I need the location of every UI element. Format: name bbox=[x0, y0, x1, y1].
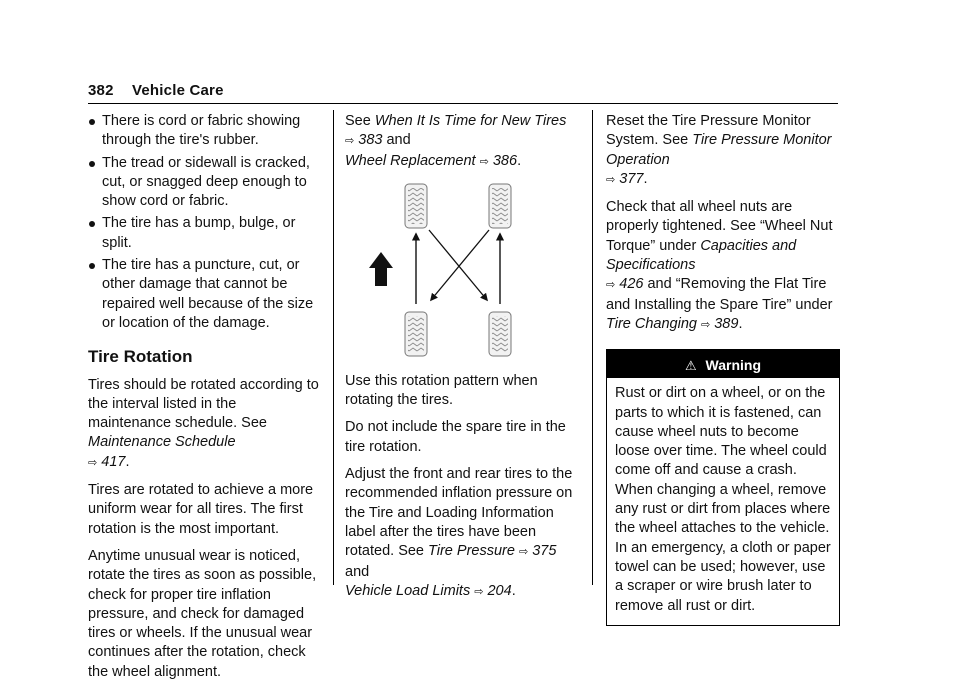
rotation-arrow-cross-1 bbox=[429, 230, 487, 300]
column-divider-1 bbox=[333, 110, 334, 585]
warning-text: Rust or dirt on a wheel, or on the parts to which it is fastened, can cause wheel nuts to become loose over time. The wheel could come off and cause a crash. When changing a wheel, remove any rust or dirt from places where the wheel attaches to the vehicle. In an emergency, a cloth or paper towel can be used; however, use a scraper or wire brush later to remove all rust or dirt. bbox=[615, 385, 831, 614]
tire-front-left-icon bbox=[405, 184, 427, 228]
paragraph: Reset the Tire Pressure Monitor System. See Tire Pressure Monitor Operation ⇨ 377. bbox=[606, 113, 832, 187]
section-title: Tire Rotation bbox=[88, 347, 193, 367]
warning-icon: ⚠ bbox=[684, 358, 697, 374]
page-ref-arrow-icon: ⇨ bbox=[700, 318, 711, 331]
warning-box bbox=[606, 349, 840, 626]
bullet-item: The tire has a bump, bulge, or split. bbox=[88, 214, 322, 253]
link-tire-pressure[interactable]: Tire Pressure bbox=[428, 543, 515, 560]
bullet-item: The tire has a puncture, cut, or other damage that cannot be repaired well because of the size or location of the damage. bbox=[88, 256, 322, 333]
page-ref[interactable]: 386 bbox=[492, 152, 518, 169]
column-1 bbox=[88, 112, 322, 690]
page-ref-arrow-icon: ⇨ bbox=[606, 173, 616, 186]
page-ref[interactable]: 426 bbox=[619, 276, 644, 293]
page-ref-arrow-icon: ⇨ bbox=[606, 279, 616, 292]
paragraph: Adjust the front and rear tires to the recommended inflation pressure on the Tire and Loading Information label after the tires have been rotated. See Tire Pressure ⇨ 375 and Vehicle Load Limits ⇨ 204. bbox=[345, 466, 573, 599]
tire-rear-right-icon bbox=[489, 312, 511, 356]
page-ref-arrow-icon: ⇨ bbox=[345, 135, 355, 148]
link-tire-changing[interactable]: Tire Changing bbox=[606, 315, 697, 332]
page-ref[interactable]: 375 bbox=[532, 543, 557, 560]
tire-rotation-diagram bbox=[353, 182, 553, 358]
rotation-arrow-cross-2 bbox=[431, 230, 489, 300]
header-rule bbox=[88, 103, 838, 104]
link-vehicle-load-limits[interactable]: Vehicle Load Limits bbox=[345, 582, 471, 599]
vehicle-front-direction-arrow-icon bbox=[369, 252, 393, 286]
page-header bbox=[88, 82, 838, 102]
page-ref[interactable]: 417 bbox=[101, 453, 126, 470]
bullet-item: There is cord or fabric showing through the tire's rubber. bbox=[88, 112, 322, 151]
page-ref[interactable]: 389 bbox=[714, 315, 739, 332]
page-ref[interactable]: 383 bbox=[358, 132, 383, 149]
column-2 bbox=[345, 112, 578, 610]
page-ref-arrow-icon: ⇨ bbox=[518, 546, 529, 559]
link-tpms-operation[interactable]: Tire Pressure Monitor Operation bbox=[606, 132, 832, 168]
paragraph: Use this rotation pattern when rotating the tires. bbox=[345, 372, 538, 409]
page-number: 382 bbox=[88, 82, 114, 99]
page-ref-arrow-icon: ⇨ bbox=[88, 456, 98, 469]
paragraph: Tires should be rotated according to the interval listed in the maintenance schedule. See Maintenance Schedule ⇨ 417. bbox=[88, 376, 319, 470]
page-ref-arrow-icon: ⇨ bbox=[474, 585, 484, 598]
paragraph: Check that all wheel nuts are properly tightened. See “Wheel Nut Torque” under Capacities and Specifications ⇨ 426 and “Removing the Flat Tire and Installing the Spare Tire” under Tire Changing ⇨ 389. bbox=[606, 199, 833, 332]
paragraph: Tires are rotated to achieve a more uniform wear for all tires. The first rotation is the most important. bbox=[88, 482, 314, 537]
paragraph: Anytime unusual wear is noticed, rotate the tires as soon as possible, check for proper tire inflation pressure, and check for damaged tires or wheels. If the unusual wear continues after the rotation, check the wheel alignment. bbox=[88, 547, 317, 680]
column-3 bbox=[606, 112, 840, 626]
link-new-tires[interactable]: When It Is Time for New Tires bbox=[374, 113, 567, 129]
paragraph: Do not include the spare tire in the tire rotation. bbox=[345, 419, 566, 455]
column-divider-2 bbox=[592, 110, 593, 585]
paragraph: See When It Is Time for New Tires ⇨ 383 and Wheel Replacement ⇨ 386. bbox=[345, 113, 567, 169]
damage-bullet-list bbox=[88, 112, 322, 333]
page-ref[interactable]: 377 bbox=[619, 170, 644, 187]
page-ref-arrow-icon: ⇨ bbox=[479, 155, 489, 168]
link-wheel-replacement[interactable]: Wheel Replacement bbox=[345, 152, 476, 169]
warning-title: Warning bbox=[705, 357, 762, 374]
page-ref[interactable]: 204 bbox=[487, 582, 512, 599]
bullet-item: The tread or sidewall is cracked, cut, or snagged deep enough to show cord or fabric. bbox=[88, 154, 322, 212]
tire-front-right-icon bbox=[489, 184, 511, 228]
page-title: Vehicle Care bbox=[132, 82, 224, 99]
link-maintenance-schedule[interactable]: Maintenance Schedule bbox=[88, 434, 236, 451]
warning-header bbox=[607, 350, 839, 378]
link-capacities-specifications[interactable]: Capacities and Specifications bbox=[606, 237, 797, 274]
tire-rear-left-icon bbox=[405, 312, 427, 356]
